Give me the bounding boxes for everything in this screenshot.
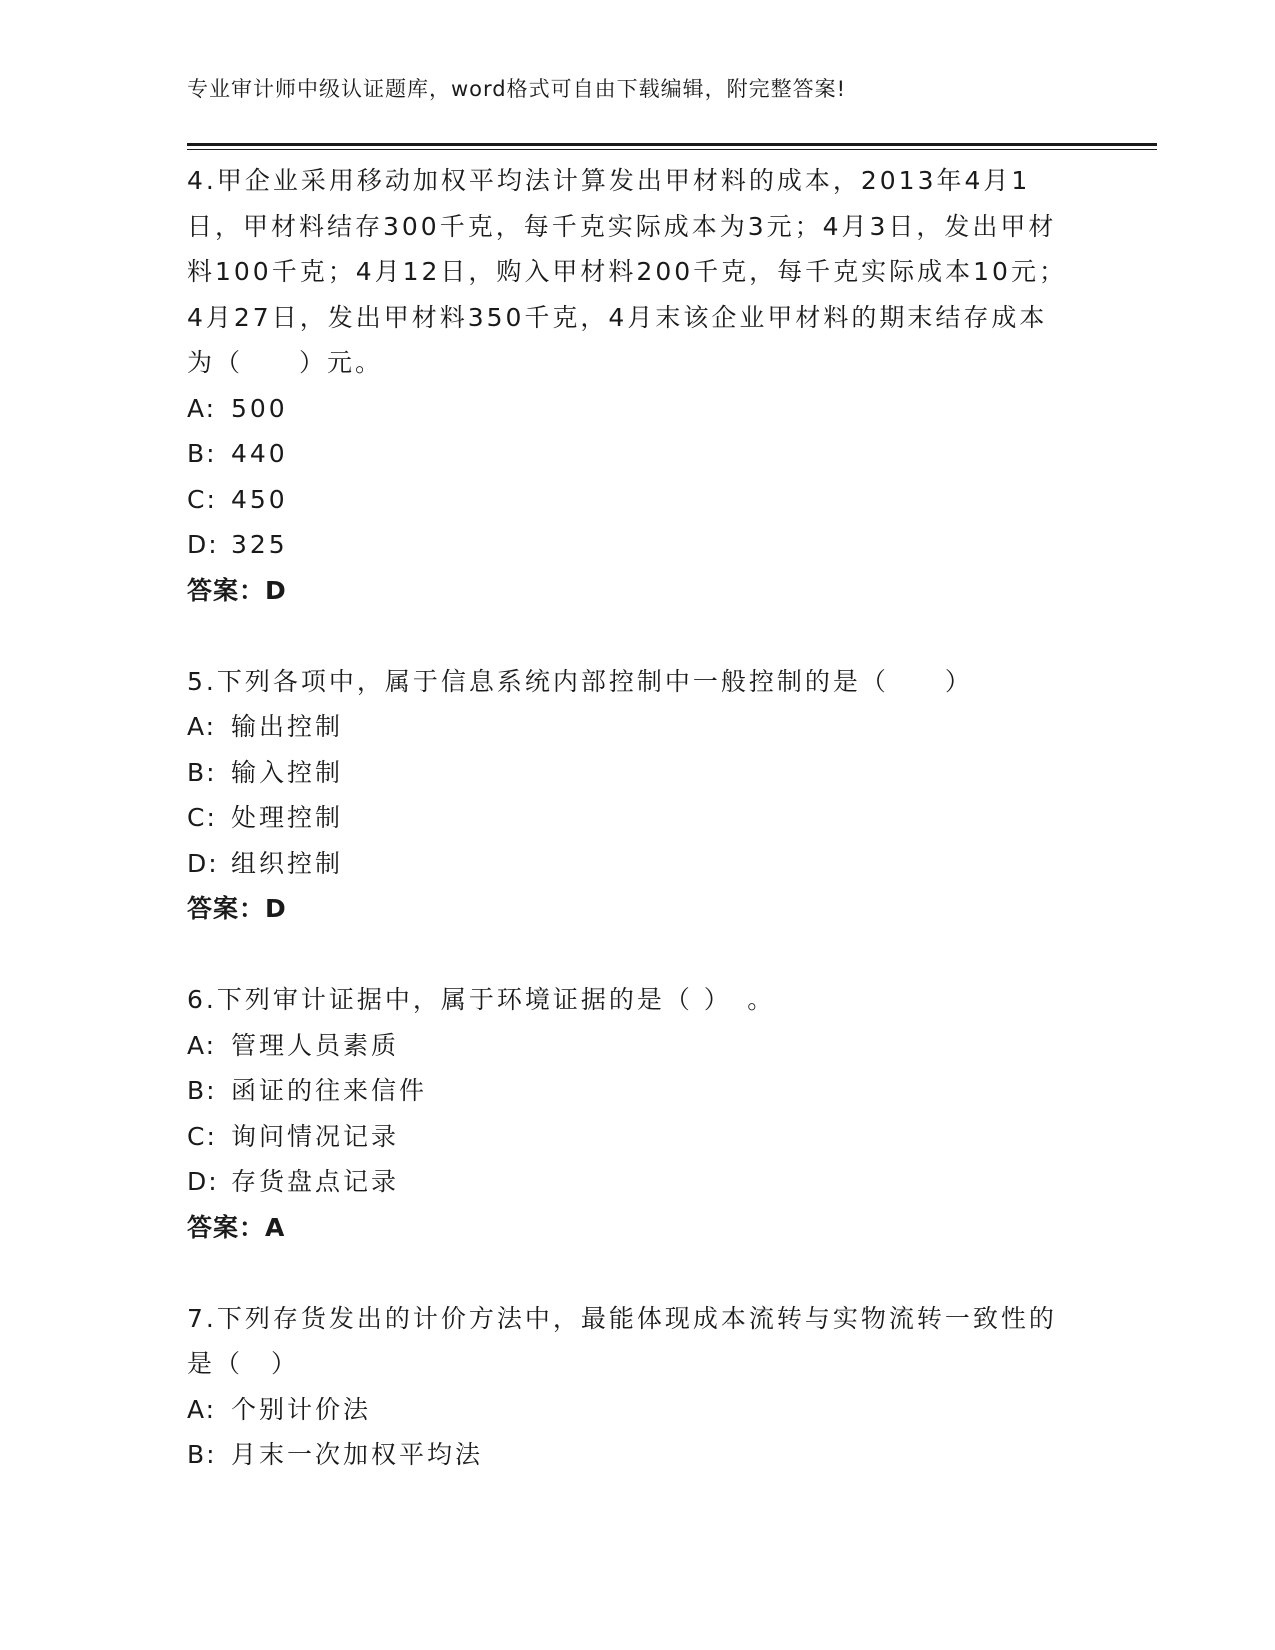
option-key: A: bbox=[187, 712, 217, 741]
question-5 bbox=[187, 659, 1087, 932]
option-key: B: bbox=[187, 1440, 217, 1469]
option-text: 输出控制 bbox=[231, 712, 344, 741]
question-6 bbox=[187, 977, 1087, 1250]
option-text: 325 bbox=[231, 530, 288, 559]
option-d bbox=[187, 1159, 1087, 1205]
question-text: 5.下列各项中，属于信息系统内部控制中一般控制的是（ ） bbox=[187, 666, 973, 696]
option-text: 处理控制 bbox=[231, 803, 344, 832]
option-text: 440 bbox=[231, 439, 288, 468]
spacer bbox=[187, 932, 1087, 978]
option-key: D: bbox=[187, 848, 219, 878]
option-key: C: bbox=[187, 803, 217, 832]
option-text: 个别计价法 bbox=[231, 1394, 372, 1424]
answer: 答案：D bbox=[187, 575, 287, 605]
option-c bbox=[187, 1114, 1087, 1160]
page-header: 专业审计师中级认证题库，word格式可自由下载编辑，附完整答案! bbox=[187, 77, 847, 101]
option-a bbox=[187, 1023, 1087, 1069]
option-d bbox=[187, 522, 1087, 568]
option-key: C: bbox=[187, 484, 217, 514]
option-text: 存货盘点记录 bbox=[231, 1167, 400, 1196]
option-text: 500 bbox=[231, 393, 288, 423]
spacer bbox=[187, 1250, 1087, 1296]
option-c bbox=[187, 477, 1087, 523]
option-key: C: bbox=[187, 1121, 217, 1151]
option-text: 询问情况记录 bbox=[231, 1121, 400, 1151]
option-text: 月末一次加权平均法 bbox=[231, 1440, 484, 1469]
option-text: 450 bbox=[231, 484, 288, 514]
option-b bbox=[187, 1432, 1087, 1478]
option-key: B: bbox=[187, 439, 217, 468]
option-key: A: bbox=[187, 393, 217, 423]
option-key: B: bbox=[187, 757, 217, 787]
question-7 bbox=[187, 1296, 1087, 1478]
option-a bbox=[187, 704, 1087, 750]
question-list bbox=[187, 158, 1087, 1478]
option-text: 函证的往来信件 bbox=[231, 1076, 428, 1105]
option-key: A: bbox=[187, 1394, 217, 1424]
header-divider bbox=[187, 143, 1157, 150]
spacer bbox=[187, 613, 1087, 659]
option-a bbox=[187, 1387, 1087, 1433]
option-d bbox=[187, 841, 1087, 887]
option-b bbox=[187, 750, 1087, 796]
option-key: D: bbox=[187, 1167, 219, 1196]
option-b bbox=[187, 1068, 1087, 1114]
option-a bbox=[187, 386, 1087, 432]
option-b bbox=[187, 431, 1087, 477]
option-text: 管理人员素质 bbox=[231, 1030, 400, 1060]
option-key: D: bbox=[187, 530, 219, 559]
question-text: 7.下列存货发出的计价方法中，最能体现成本流转与实物流转一致性的是（ ） bbox=[187, 1303, 1057, 1378]
option-key: A: bbox=[187, 1030, 217, 1060]
answer: 答案：D bbox=[187, 894, 287, 923]
option-key: B: bbox=[187, 1076, 217, 1105]
question-4 bbox=[187, 158, 1087, 613]
option-c bbox=[187, 795, 1087, 841]
question-text: 6.下列审计证据中，属于环境证据的是（ ） 。 bbox=[187, 985, 776, 1014]
option-text: 组织控制 bbox=[231, 848, 344, 878]
question-text: 4.甲企业采用移动加权平均法计算发出甲材料的成本，2013年4月1日，甲材料结存300千克，每千克实际成本为3元；4月3日，发出甲材料100千克；4月12日，购入甲材料200千克，每千克实际成本10元；4月27日，发出甲材料350千克，4月末该企业甲材料的期末结存成本为（ ）元。 bbox=[187, 166, 1067, 377]
option-text: 输入控制 bbox=[231, 757, 344, 787]
answer: 答案：A bbox=[187, 1212, 286, 1242]
